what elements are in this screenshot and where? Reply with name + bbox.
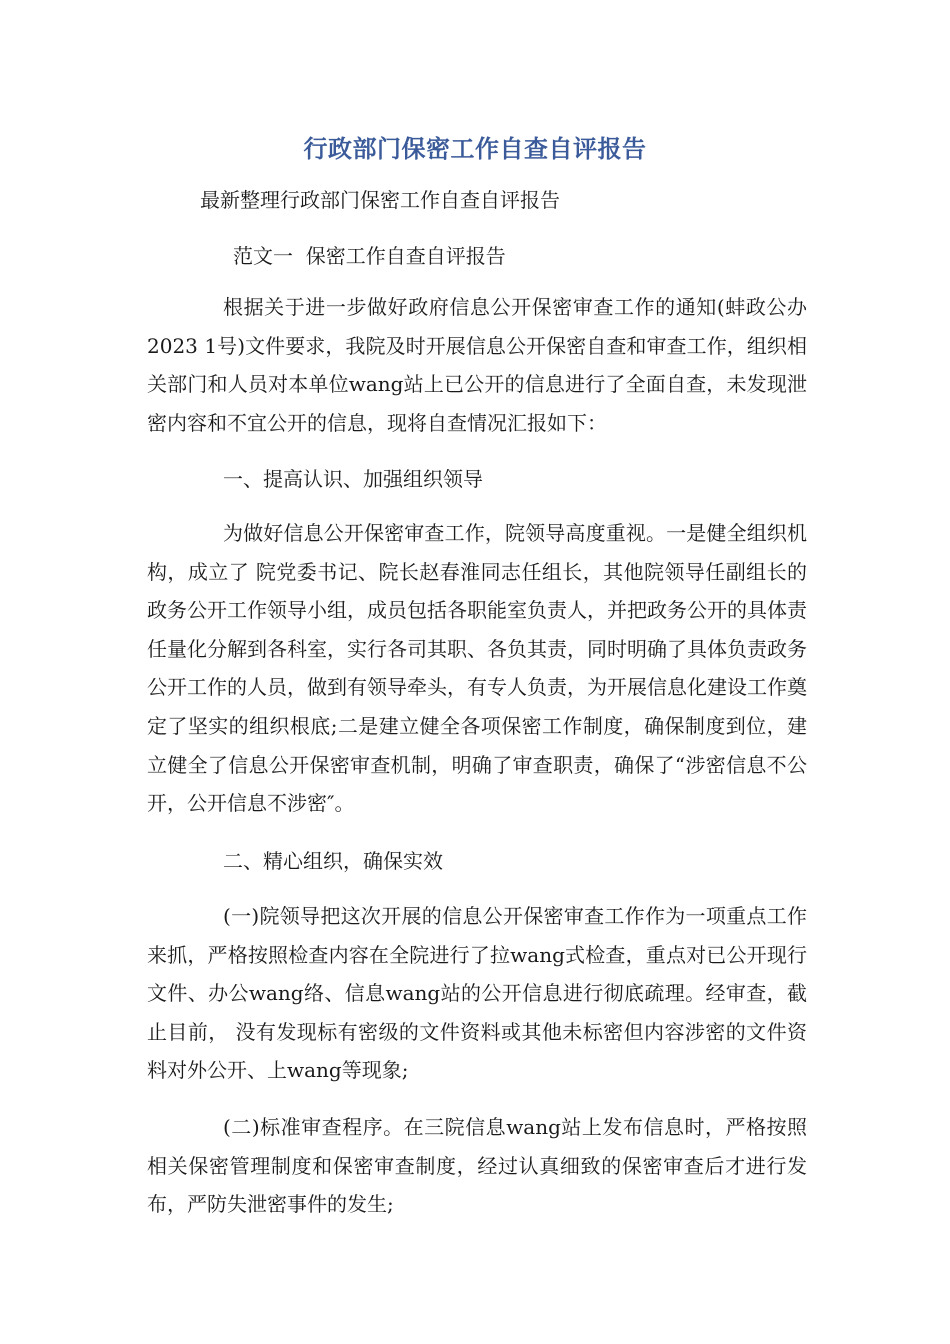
heading-one: 一、提高认识、加强组织领导 <box>223 467 483 491</box>
body-paragraph-one: 为做好信息公开保密审查工作，院领导高度重视。一是健全组织机构，成立了 院党委书记、院长赵春淮同志任组长，其他院领导任副组长的政务公开工作领导小组，成员包括各职能室负责人，并把政务公开的具体责任量化分解到各科室，实行各司其职、各负其责，同时明确了具体负责政务公开工作的人员，做到有领导牵头，有专人负责，为开展信息化建设工作奠定了坚实的组织根底;二是建立健全各项保密工作制度，确保制度到位，建立健全了信息公开保密审查机制，明确了审查职责，确保了“涉密信息不公开，公开信息不涉密″。 <box>147 521 807 816</box>
document-subtitle: 最新整理行政部门保密工作自查自评报告 <box>200 188 560 212</box>
body-paragraph-three: (二)标准审查程序。在三院信息wang站上发布信息时，严格按照相关保密管理制度和保密审查制度，经过认真细致的保密审查后才进行发布，严防失泄密事件的发生; <box>147 1115 807 1217</box>
heading-two: 二、精心组织，确保实效 <box>223 849 443 873</box>
body-paragraph-two: (一)院领导把这次开展的信息公开保密审查工作作为一项重点工作来抓，严格按照检查内容在全院进行了拉wang式检查，重点对已公开现行文件、办公wang络、信息wang站的公开信息进行彻底疏理。经审查，截止目前， 没有发现标有密级的文件资料或其他未标密但内容涉密的文件资料对外公开、上wang等现象; <box>147 904 807 1083</box>
intro-paragraph: 根据关于进一步做好政府信息公开保密审查工作的通知(蚌政公办 2023 1号)文件要求，我院及时开展信息公开保密自查和审查工作，组织相关部门和人员对本单位wang站上已公开的信息进行了全面自查，未发现泄密内容和不宜公开的信息，现将自查情况汇报如下： <box>147 295 807 435</box>
section-title: 范文一 保密工作自查自评报告 <box>233 244 506 268</box>
document-title: 行政部门保密工作自查自评报告 <box>303 135 647 163</box>
